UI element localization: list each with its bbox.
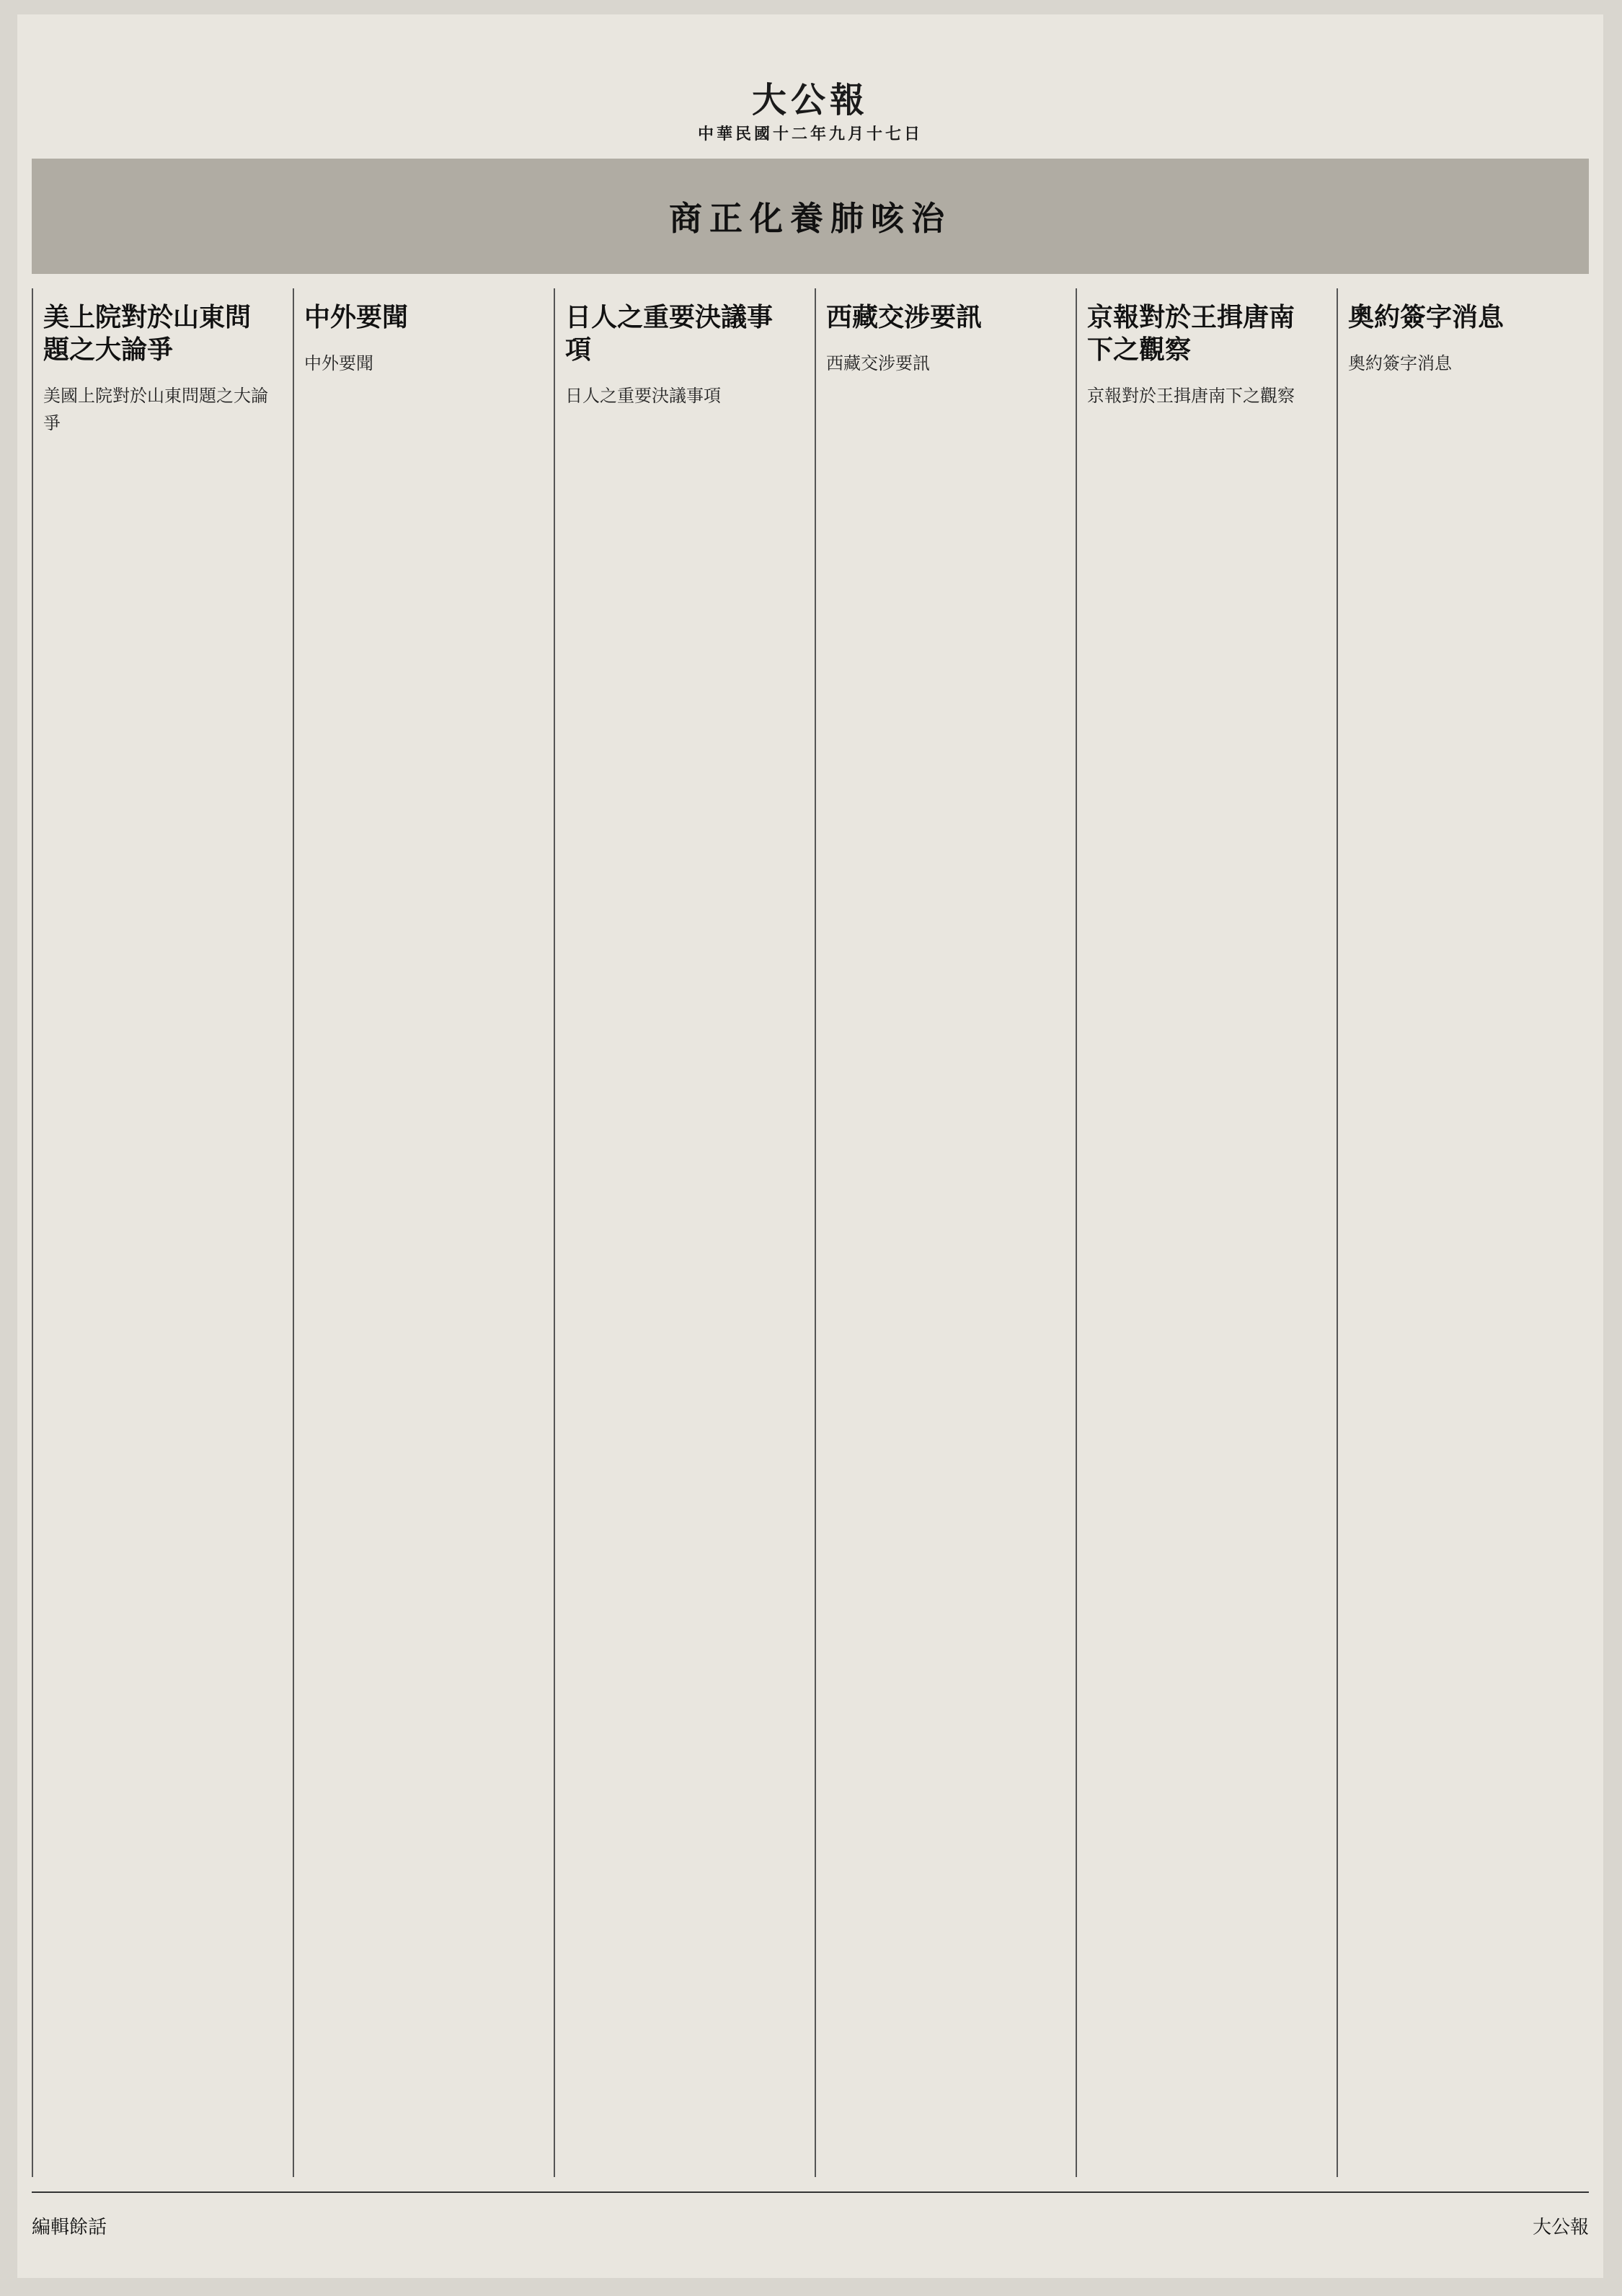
masthead-title: 大公報 [751, 80, 869, 120]
article [1337, 288, 1589, 2177]
footer-left: 編輯餘話 [32, 2216, 107, 2238]
ad-band [32, 159, 1589, 274]
masthead [32, 72, 1589, 144]
article [815, 288, 1067, 2177]
page-footer [32, 2191, 1589, 2258]
masthead-date: 中華民國十二年九月十七日 [697, 125, 923, 143]
article-headline: 京報對於王揖唐南下之觀察 [1087, 302, 1295, 365]
article-body: 日人之重要決議事項 [565, 386, 721, 406]
article-body: 西藏交涉要訊 [826, 353, 930, 373]
article-headline: 中外要聞 [304, 302, 409, 332]
article [32, 288, 284, 2177]
article-body: 奧約簽字消息 [1348, 353, 1452, 373]
article-headline: 美上院對於山東問題之大論爭 [43, 302, 252, 365]
article-body: 京報對於王揖唐南下之觀察 [1087, 386, 1295, 406]
footer-right: 大公報 [1532, 2216, 1589, 2238]
article [1076, 288, 1328, 2177]
article-headline: 日人之重要決議事項 [565, 302, 774, 365]
article-headline: 西藏交涉要訊 [826, 302, 983, 332]
article-headline: 奧約簽字消息 [1348, 302, 1504, 332]
article [293, 288, 545, 2177]
article-body: 美國上院對於山東問題之大論爭 [43, 386, 268, 434]
article-body: 中外要聞 [304, 353, 373, 373]
newspaper-page [17, 14, 1603, 2278]
article-columns [32, 288, 1589, 2177]
article [554, 288, 806, 2177]
ad-text: 商正化養肺咳治 [669, 199, 952, 238]
